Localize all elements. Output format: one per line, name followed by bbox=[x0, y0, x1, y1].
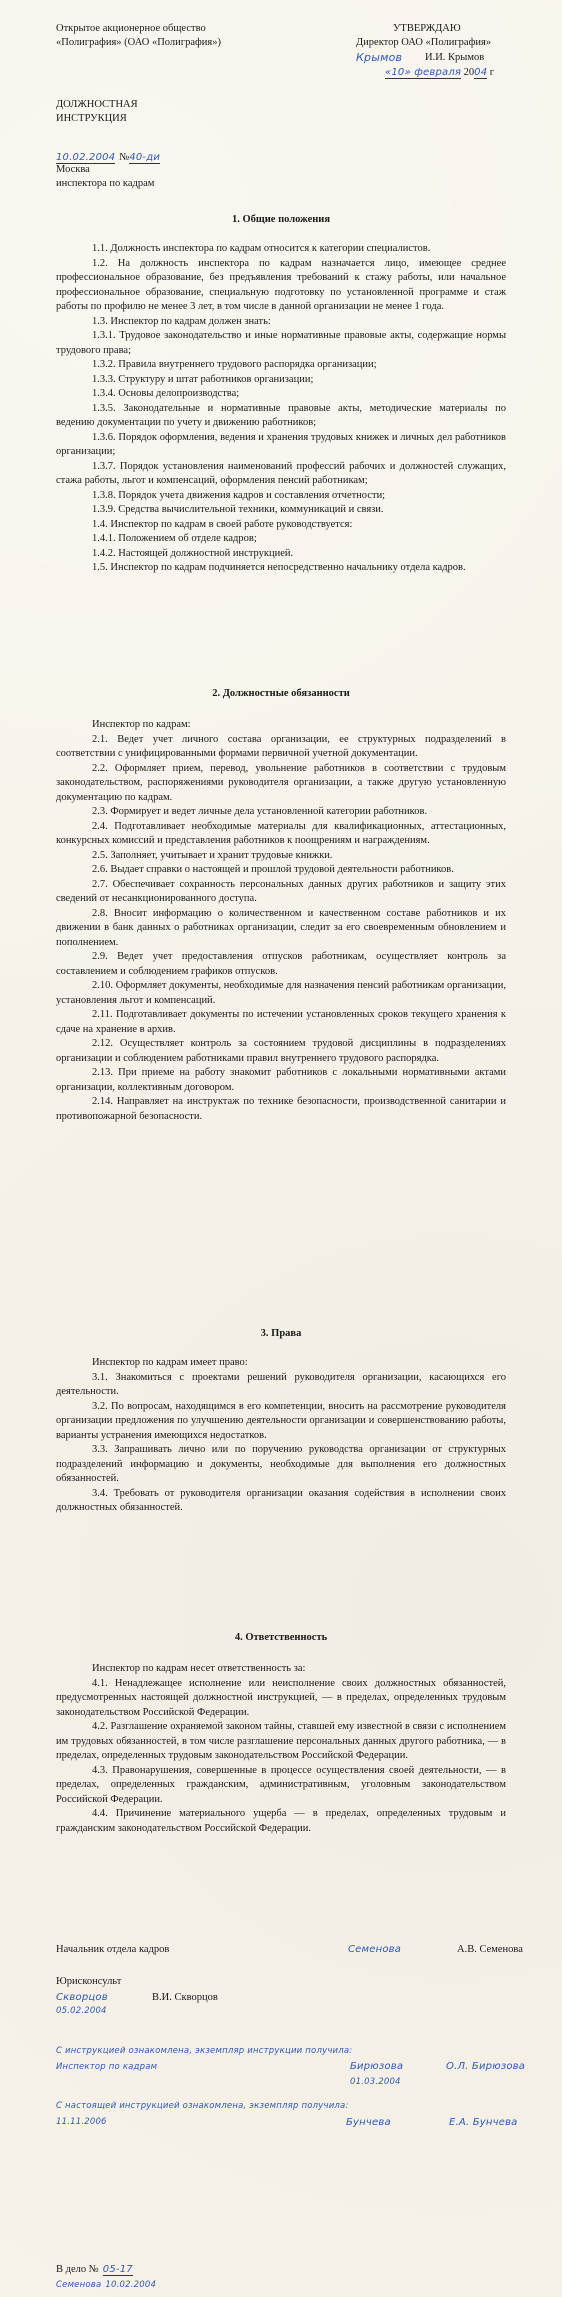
s2-p1: 2.1. Ведет учет личного состава организации, ее структурных подразделений в соответствии с унифицированными формами первичной учетной документации. bbox=[56, 733, 506, 759]
acquaint1-name: О.Л. Бирюзова bbox=[446, 2061, 526, 2072]
acquaint1-position: Инспектор по кадрам bbox=[56, 2062, 158, 2072]
approve-date-year-prefix: 20 bbox=[463, 67, 475, 78]
file-signature: Семенова bbox=[56, 2280, 102, 2290]
approve-name: И.И. Крымов bbox=[425, 52, 485, 63]
doc-subject: инспектора по кадрам bbox=[56, 178, 155, 189]
org-name-line2: «Полиграфия» (ОАО «Полиграфия») bbox=[56, 37, 221, 48]
s2-p10: 2.10. Оформляет документы, необходимые для назначения пенсий работникам организации, установления льгот и компенсаций. bbox=[56, 980, 506, 1006]
s3-p4: 3.4. Требовать от руководителя организации оказания содействия в исполнении своих должностных обязанностей. bbox=[56, 1487, 506, 1513]
section-2-body bbox=[56, 718, 506, 1124]
head-name: А.В. Семенова bbox=[457, 1944, 523, 1955]
acquaint1-title: С инструкцией ознакомлена, экземпляр инструкции получила: bbox=[56, 2046, 353, 2056]
s3-intro: Инспектор по кадрам имеет право: bbox=[92, 1357, 248, 1368]
s1-p39: 1.3.9. Средства вычислительной техники, коммуникаций и связи. bbox=[92, 504, 384, 515]
s2-p13: 2.13. При приеме на работу знакомит работников с локальными нормативными актами организации, коллективным договором. bbox=[56, 1067, 506, 1093]
acquaint2-date: 11.11.2006 bbox=[56, 2117, 107, 2127]
s1-p42: 1.4.2. Настоящей должностной инструкцией. bbox=[92, 547, 294, 559]
approve-date bbox=[385, 66, 494, 80]
s1-p35: 1.3.5. Законодательные и нормативные правовые акты, методические материалы по ведению документации по учету и движению работников; bbox=[56, 402, 506, 428]
s2-p3: 2.3. Формирует и ведет личные дела установленной категории работников. bbox=[92, 806, 428, 817]
doc-type-line2: ИНСТРУКЦИЯ bbox=[56, 113, 127, 124]
s2-intro: Инспектор по кадрам: bbox=[92, 719, 191, 730]
s2-p11: 2.11. Подготавливает документы по истечении установленных сроков текущего хранения к сдаче на хранение в архив. bbox=[56, 1009, 506, 1035]
s1-p36: 1.3.6. Порядок оформления, ведения и хранения трудовых книжек и личных дел работников организации; bbox=[56, 431, 506, 457]
s4-p3: 4.3. Правонарушения, совершенные в процессе осуществления своей деятельности, — в пределах, определенных гражданским, административным, уголовным законодательством Российской Федерации. bbox=[56, 1764, 506, 1805]
head-position: Начальник отдела кадров bbox=[56, 1944, 170, 1955]
file-label: В дело № bbox=[56, 2264, 99, 2275]
s2-p14: 2.14. Направляет на инструктаж по технике безопасности, производственной санитарии и противопожарной безопасности. bbox=[56, 1096, 506, 1122]
approve-signature: Крымов bbox=[356, 51, 403, 64]
s2-p8: 2.8. Вносит информацию о количественном и качественном составе работников и их движении в банк данных о работниках организации, следит за его своевременным обновлением и пополнением. bbox=[56, 907, 506, 948]
s2-p4: 2.4. Подготавливает необходимые материалы для квалификационных, аттестационных, конкурсных комиссий и представления работников к поощрениям и награждениям. bbox=[56, 820, 506, 846]
section-1-title: 1. Общие положения bbox=[231, 214, 331, 225]
section-2-title: 2. Должностные обязанности bbox=[212, 688, 350, 699]
approve-date-year-suffix: 04 bbox=[474, 67, 488, 78]
acquaint2-name: Е.А. Бунчева bbox=[449, 2117, 518, 2128]
s3-p1: 3.1. Знакомиться с проектами решений руководителя организации, касающихся его деятельности. bbox=[56, 1371, 506, 1397]
s1-p4: 1.4. Инспектор по кадрам в своей работе руководствуется: bbox=[92, 518, 353, 530]
s1-p5: 1.5. Инспектор по кадрам подчиняется непосредственно начальнику отдела кадров. bbox=[92, 562, 466, 573]
file-no: 05-17 bbox=[102, 2264, 133, 2275]
acquaint2-title: С настоящей инструкцией ознакомлена, экземпляр получила: bbox=[56, 2101, 349, 2111]
file-date: 10.02.2004 bbox=[105, 2280, 157, 2290]
s1-p41: 1.4.1. Положением об отделе кадров; bbox=[92, 533, 257, 544]
lawyer-position: Юрисконсульт bbox=[56, 1976, 122, 1987]
reg-no-label: № bbox=[119, 152, 130, 163]
s1-p31: 1.3.1. Трудовое законодательство и иные нормативные правовые акты, содержащие нормы трудового права; bbox=[56, 330, 506, 356]
s1-p2: 1.2. На должность инспектора по кадрам назначается лицо, имеющее среднее профессиональное образование, без предъявления требований к стажу работы, или начальное профессиональное образование, специальную подготовку по установленной программе и стаж работы по профилю не менее 3 лет, в том числе в данной организации не менее 1 года. bbox=[56, 257, 506, 312]
org-name-line1: Открытое акционерное общество bbox=[56, 23, 206, 34]
s1-p32: 1.3.2. Правила внутреннего трудового распорядка организации; bbox=[92, 359, 377, 370]
s1-p37: 1.3.7. Порядок установления наименований профессий рабочих и должностей служащих, стажа работы, льгот и компенсаций, оформления пенсий работникам; bbox=[56, 460, 506, 486]
approve-title: УТВЕРЖДАЮ bbox=[393, 23, 461, 34]
s1-p33: 1.3.3. Структуру и штат работников организации; bbox=[92, 373, 314, 385]
s1-p3: 1.3. Инспектор по кадрам должен знать: bbox=[92, 315, 271, 327]
approve-position: Директор ОАО «Полиграфия» bbox=[356, 37, 492, 48]
s2-p7: 2.7. Обеспечивает сохранность персональных данных других работников и защиту этих сведений от несанкционированного доступа. bbox=[56, 878, 506, 904]
s4-p1: 4.1. Ненадлежащее исполнение или неисполнение своих должностных обязанностей, предусмотренных настоящей должностной инструкцией, — в пределах, определенных трудовым законодательством Российской Федерации. bbox=[56, 1677, 506, 1718]
section-3-title: 3. Права bbox=[260, 1328, 302, 1339]
s1-p38: 1.3.8. Порядок учета движения кадров и составления отчетности; bbox=[92, 489, 386, 501]
reg-date: 10.02.2004 bbox=[56, 152, 116, 163]
s3-p2: 3.2. По вопросам, находящимся в его компетенции, вносить на рассмотрение руководителя организации предложения по улучшению деятельности организации и совершенствованию работы, варианты устранения имеющихся недостатков. bbox=[56, 1400, 506, 1441]
reg-no: 40-ди bbox=[129, 152, 161, 163]
s2-p6: 2.6. Выдает справки о настоящей и прошлой трудовой деятельности работников. bbox=[92, 864, 454, 875]
head-signature: Семенова bbox=[348, 1944, 402, 1955]
section-3-body bbox=[56, 1356, 506, 1516]
s2-p9: 2.9. Ведет учет предоставления отпусков работникам, осуществляет контроль за составлением и соблюдением графиков отпусков. bbox=[56, 951, 506, 977]
s3-p3: 3.3. Запрашивать лично или по поручению руководства организации от структурных подразделений информацию и документы, необходимые для выполнения его должностных обязанностей. bbox=[56, 1444, 506, 1484]
approve-date-g: г bbox=[489, 67, 495, 78]
s4-p2: 4.2. Разглашение охраняемой законом тайны, ставшей ему известной в связи с исполнением им трудовых обязанностей, в том числе разглашение персональных данных другого работника, — в пределах, определенных трудовым законодательством Российской Федерации. bbox=[56, 1721, 506, 1761]
lawyer-date: 05.02.2004 bbox=[56, 2006, 107, 2016]
section-4-body bbox=[56, 1662, 506, 1836]
doc-type-line1: ДОЛЖНОСТНАЯ bbox=[56, 99, 138, 110]
doc-city: Москва bbox=[56, 164, 90, 175]
lawyer-signature: Скворцов bbox=[56, 1992, 108, 2003]
acquaint2-signature: Бунчева bbox=[346, 2117, 391, 2128]
s4-p4: 4.4. Причинение материального ущерба — в пределах, определенных трудовым и гражданским законодательством Российской Федерации. bbox=[56, 1808, 506, 1834]
section-1-body bbox=[56, 242, 506, 576]
acquaint1-signature: Бирюзова bbox=[350, 2061, 404, 2072]
s4-intro: Инспектор по кадрам несет ответственность за: bbox=[92, 1663, 306, 1674]
section-4-title: 4. Ответственность bbox=[234, 1632, 328, 1643]
s2-p12: 2.12. Осуществляет контроль за состоянием трудовой дисциплины в подразделениях организации и соблюдением работниками правил внутреннего трудового распорядка. bbox=[56, 1038, 506, 1064]
acquaint1-date: 01.03.2004 bbox=[350, 2077, 401, 2087]
s2-p2: 2.2. Оформляет прием, перевод, увольнение работников в соответствии с трудовым законодательством, распоряжениями руководителя организации, а также другую установленную документацию по кадрам. bbox=[56, 762, 506, 803]
s1-p1: 1.1. Должность инспектора по кадрам относится к категории специалистов. bbox=[92, 243, 431, 254]
approve-date-day: «10» февраля bbox=[385, 67, 462, 78]
s2-p5: 2.5. Заполняет, учитывает и хранит трудовые книжки. bbox=[92, 849, 333, 861]
s1-p34: 1.3.4. Основы делопроизводства; bbox=[92, 388, 240, 399]
lawyer-name: В.И. Скворцов bbox=[152, 1992, 218, 2003]
file-signature-line bbox=[56, 2274, 156, 2292]
